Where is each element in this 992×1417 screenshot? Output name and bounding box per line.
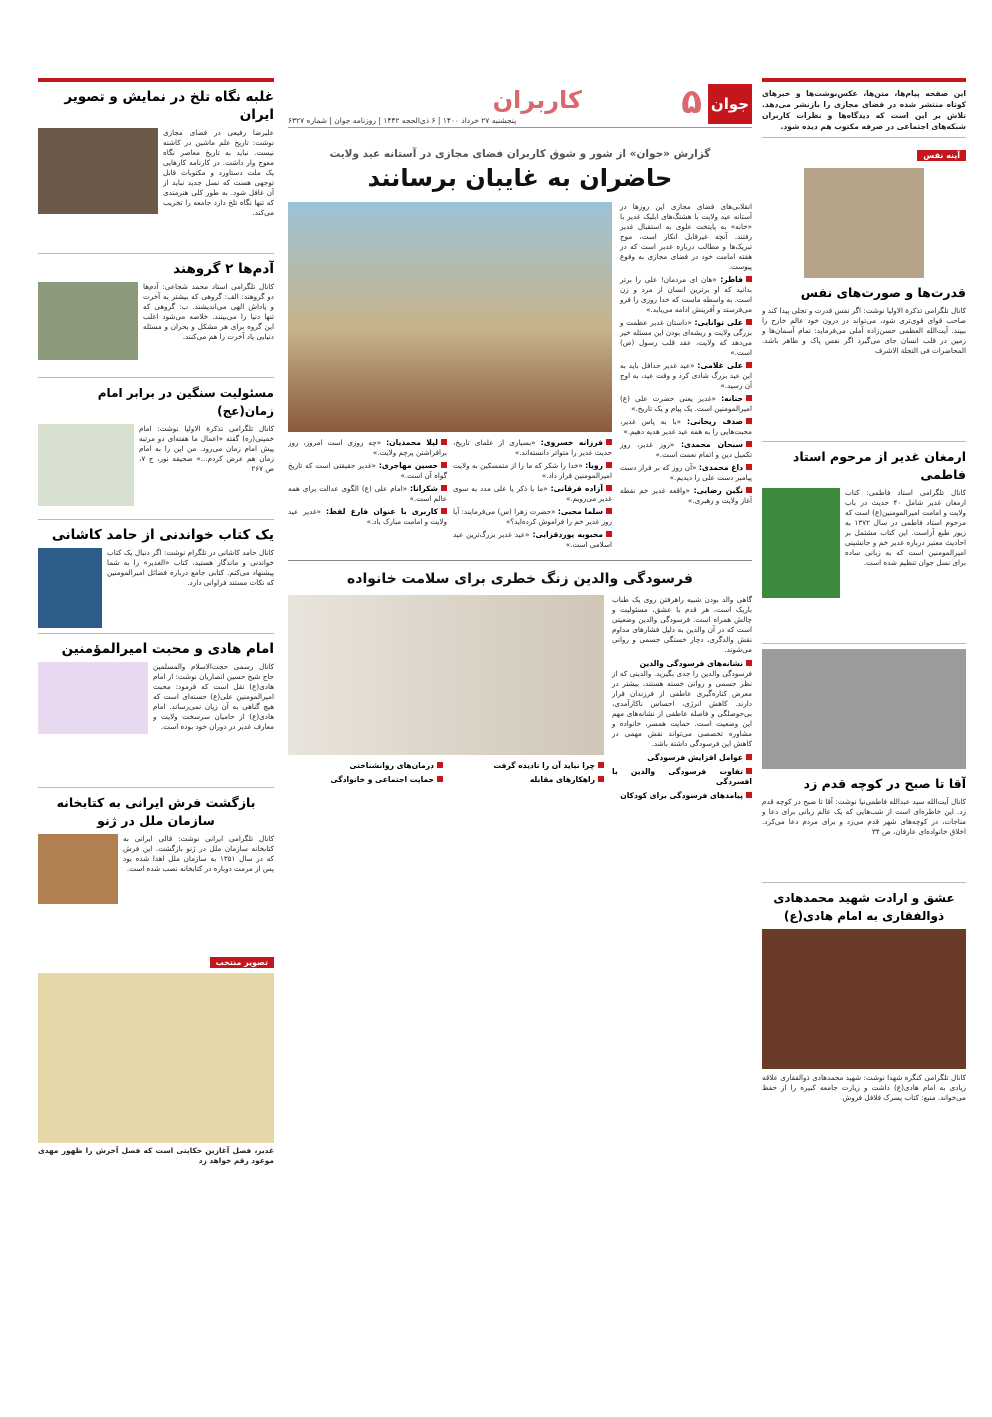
main-story-right xyxy=(288,202,612,550)
ghadir-painting-photo xyxy=(288,202,612,432)
sub-heading: حمایت اجتماعی و خانوادگی xyxy=(330,775,434,784)
cinema-photo xyxy=(38,128,158,214)
main-story-lead-col xyxy=(620,202,752,550)
story-title: قدرت‌ها و صورت‌های نفس xyxy=(800,285,966,300)
masthead-rule xyxy=(288,127,752,128)
book-cover-photo xyxy=(38,548,102,628)
quote-text: «حضرت زهرا (س) می‌فرمایند: آیا روز غدیر خم را فراموش کرده‌اید؟» xyxy=(453,507,612,526)
quote-author: علی غلامی: xyxy=(697,361,743,370)
divider xyxy=(38,787,274,788)
quote-text: «غدیر یعنی حضرت علی (ع) امیرالمومنین است. یک پیام و یک تاریخ.» xyxy=(620,394,752,413)
newspaper-logo: جوان xyxy=(708,84,752,124)
story-title: آقا تا صبح در کوچه قدم زد xyxy=(803,776,966,791)
story-text: کانال رسمی حجت‌الاسلام والمسلمین حاج شیخ حسین انصاریان نوشت: از امام هادی(ع) نقل است که فرمود: محبت امیرالمومنین علی(ع) حسنه‌ای است که هیچ گناهی به آن زیان نمی‌رساند. امام هادی(ع) از حامیان سرسخت ولایت و معارف غدیر در دوران خود بوده است. xyxy=(153,662,274,731)
second-story xyxy=(288,595,752,801)
quote-text: «غدیر حقیقتی است که تاریخ گواه آن است.» xyxy=(288,461,447,480)
sub-heading: راهکارهای مقابله xyxy=(529,775,595,784)
quote-text: «با به پاس غدیر، محبت‌هایی را به همه عید غدیر هدیه دهیم.» xyxy=(620,417,752,436)
quote-author: صدف ریحانی: xyxy=(687,417,744,426)
quote-author: داغ محمدی: xyxy=(698,463,743,472)
parent-child-photo xyxy=(288,595,604,755)
story-text: کانال تلگرامی ایرانی نوشت: قالی ایرانی به کتابخانه سازمان ملل در ژنو بازگشت. این فرش که در سال ۱۳۵۱ به سازمان ملل اهدا شده بود پس از مرمت دوباره در کتابخانه نصب شده است. xyxy=(123,834,274,873)
sub-heading: پیامدهای فرسودگی برای کودکان xyxy=(620,791,743,800)
second-body: فرسودگی والدین را جدی بگیرید. والدینی که از نظر جسمی و روانی خسته هستند، بیشتر در معرض کناره‌گیری عاطفی از فرزندان قرار دارند. کاهش انرژی، احساس ناکارآمدی، بی‌حوصلگی و فاصله عاطفی از نشانه‌های مهم این وضعیت است. حمایت همسر، خانواده و مشاوره تخصصی می‌تواند نقش مهمی در کاهش این فرسودگی داشته باشد. xyxy=(612,669,752,748)
sub-heading: عوامل افزایش فرسودگی xyxy=(647,753,743,762)
quote-text: «غدیر عید ولایت و امامت مبارک باد.» xyxy=(288,507,447,526)
quote-author: نگین رضایی: xyxy=(693,486,743,495)
cleric-portrait-photo xyxy=(804,168,924,278)
quote-text: «روز غدیر، روز تکمیل دین و اتمام نعمت است.» xyxy=(620,440,752,459)
divider xyxy=(762,882,966,883)
quote-author: سبحان محمدی: xyxy=(680,440,743,449)
story-text: کانال تلگرامی تذکرة الاولیا نوشت: امام خمینی(ره) گفته «اعمال ما هفته‌ای دو مرتبه پیش امام زمان می‌رود. من این را به امام زمان هم عرض کردم...» صحیفه نور، ج ۷، ص ۲۶۷ xyxy=(139,424,274,473)
section-tag: آینه نفس xyxy=(917,150,966,161)
main-lead: انقلابی‌های فضای مجازی این روزها در آستانه عید ولایت با هشتگ‌های ابلیک غدیر با «خانه» به پایتخت علوی به استقبال غدیر رفتند. آنچه غیرقابل انکار است، موج تبریک‌ها و مطالب درباره غدیر است که در هفته امامت خود در فضای مجازی به وقوع پیوست. xyxy=(620,202,752,271)
quote-author: حنانه: xyxy=(721,394,743,403)
main-headline: حاضران به غایبان برسانند xyxy=(367,164,673,192)
cartoon-tag: تصویر منتخب xyxy=(210,957,274,968)
story-title: مسئولیت سنگین در برابر امام زمان(عج) xyxy=(97,386,274,418)
story-title: عشق و ارادت شهید محمدهادی ذوالفقاری به امام هادی(ع) xyxy=(773,891,955,923)
quote-text: «داستان غدیر عظمت و بزرگی ولایت و ریشه‌ای بودن این مسئله خیر می‌دهد که ولایت، عقد قلب رسول (ص) است.» xyxy=(620,318,752,357)
story-row xyxy=(762,488,966,638)
story-title: یک کتاب خواندنی از حامد کاشانی xyxy=(51,527,274,543)
story-title: ارمغان غدیر از مرحوم استاد فاطمی xyxy=(792,449,966,482)
calligraphy-image xyxy=(38,662,148,734)
carpet-photo xyxy=(38,834,118,904)
left-column xyxy=(38,78,274,1397)
quote-author: حسین مهاجری: xyxy=(378,461,438,470)
quote-text: «امام علی (ع) الگوی عدالت برای همه عالم است.» xyxy=(288,484,447,503)
story-text: کانال حامد کاشانی در تلگرام نوشت: اگر دنبال یک کتاب خواندنی و ماندگار هستید، کتاب «الغدیر» را به شما پیشنهاد می‌کنم. کتابی جامع درباره فضائل امیرالمومنین که نکات مستند فراوانی دارد. xyxy=(107,548,274,587)
portrait-photo xyxy=(38,282,138,360)
veiled-woman-photo xyxy=(38,424,134,506)
divider xyxy=(288,560,752,561)
book-cover-photo xyxy=(762,488,840,598)
quote-author: محبوبه یوردقزایی: xyxy=(532,530,603,539)
sub-heading: چرا نباید آن را نادیده گرفت xyxy=(493,761,595,770)
story-text: کانال آیت‌الله سید عبدالله فاطمی‌نیا نوشت: آقا تا صبح در کوچه قدم زد. این خاطره‌ای است از شب‌هایی که یک عالم ربانی برای دعا و مناجات، در کوچه‌های شهر قدم می‌زد و برای مردم دعا می‌کرد. اخلاق خانواده‌ای عارفان، ص ۳۴ xyxy=(762,797,966,836)
divider xyxy=(38,633,274,634)
story-title: بازگشت فرش ایرانی به کتابخانه سازمان ملل در ژنو xyxy=(56,795,256,828)
quote-author: آزاده فرقانی: xyxy=(550,484,603,493)
main-story-top xyxy=(288,202,752,550)
story-text: کانال تلگرامی کنگره شهدا نوشت: شهید محمدهادی ذوالفقاری علاقه زیادی به امام هادی(ع) داشت و زیارت جامعه کبیره را از حفظ می‌خواند. منبع: کتاب پسرک فلافل فروش xyxy=(762,1073,966,1102)
sub-heading: درمان‌های روانشناختی xyxy=(349,761,434,770)
page-intro: این صفحه پیام‌ها، متن‌ها، عکس‌نوشت‌ها و خبرهای کوتاه منتشر شده در فضای مجازی را بازنشر می‌دهد. تلاش بر این است که دیدگاه‌ها و نظرات کاربران شبکه‌های اجتماعی در صرفه مکتوب هم دیده شود. xyxy=(762,89,966,131)
column-top-rule xyxy=(38,78,274,82)
sub-heading: تفاوت فرسودگی والدین با افسردگی xyxy=(612,767,752,786)
quote-author: علی توانایی: xyxy=(694,318,743,327)
quote-text: «چه روزی است امروز، روز برافراشتن پرچم ولایت.» xyxy=(288,438,447,457)
quote-text: «بسیاری از علمای تاریخ، حدیث غدیر را متواتر دانسته‌اند.» xyxy=(453,438,612,457)
quote-text: «عید غدیر حداقل باید به این عید بزرگ شادی کرد و وقت عید، به اوج آن رسید.» xyxy=(620,361,752,390)
sub-heading: نشانه‌های فرسودگی والدین xyxy=(639,659,743,668)
divider xyxy=(38,519,274,520)
page-number: ۵ xyxy=(681,82,702,122)
quote-author: رویا: xyxy=(585,461,603,470)
quote-author: لیلا محمدیان: xyxy=(386,438,438,447)
story-text: کانال تلگرامی استاد فاطمی: کتاب ارمغان غدیر شامل ۴۰ حدیث در باب ولایت و امامت امیرالمومنین(ع) است که مرحوم استاد فاطمی در سال ۱۳۷۲ به زیور طبع آراست. این کتاب مشتمل بر احادیث معتبر درباره غدیر خم و جانشینی امیرالمومنین است که به زبانی ساده برای نسل جوان تنظیم شده است. xyxy=(845,488,966,567)
masthead xyxy=(288,80,752,128)
quote-text: «آن روز که بر فراز دست پیامبر دست علی را دیدیم.» xyxy=(620,463,752,482)
quote-author: کاربری با عنوان فارغ لفظ: xyxy=(326,507,439,516)
quote-text: «واقعه غدیر خم نقطه آغاز ولایت و رهبری.» xyxy=(620,486,752,505)
quote-author: شکرانا: xyxy=(410,484,438,493)
quote-text: «عید غدیر بزرگ‌ترین عید اسلامی است.» xyxy=(453,530,612,549)
middle-column xyxy=(288,130,752,1397)
second-intro: گاهی والد بودن شبیه راهرفتن روی یک طناب باریک است، هر قدم با عشق، مسئولیت و چالش همراه است. فرسودگی والدین وضعیتی است که در آن والدین به دلیل فشارهای مداوم نقش والدگری، دچار خستگی جسمی و روانی می‌شوند. xyxy=(612,595,752,654)
cleric-old-photo xyxy=(762,649,966,769)
divider xyxy=(38,377,274,378)
story-text: علیرضا رفیعی در فضای مجازی نوشت: تاریخ علم ماشین در کاشنه نیست. نباید به تاریخ معاصر نگاه معوج وار داشت. در کارنامه کارهایی یک ملت دستاورد و مکتوبات قابل توجهی هست که نسل جدید نباید از آن غافل شود. به طور کلی هنرمندی که تنها نگاه تلخ دارد جامعه را تخریب می‌کند. xyxy=(163,128,274,217)
divider xyxy=(38,253,274,254)
story-title: غلبه نگاه تلخ در نمایش و تصویر ایران xyxy=(64,89,274,123)
quote-text: «ما با ذکر یا علی مدد به سوی غدیر می‌رویم.» xyxy=(453,484,612,503)
story-text: کانال تلگرامی تذکرة الاولیا نوشت: اگر نفس قدرت و تجلی پیدا کند و صاحب قوای قوی‌تری شود، می‌تواند در درون خود عالم خارج را ببیند. آیت‌الله العظمی حسن‌زاده آملی می‌فرماید: تمام آسمان‌ها و زمین در قلب انسان جای می‌گیرد اگر نفس پاک و طاهر باشد. المحاضرات فی التجلة الاشرف xyxy=(762,306,966,355)
right-column xyxy=(762,78,966,1397)
section-title: کاربران xyxy=(492,86,582,114)
divider xyxy=(762,441,966,442)
dateline: پنجشنبه ۲۷ خرداد ۱۴۰۰ | ۶ ذی‌الحجه ۱۴۴۲ | روزنامه جوان | شماره ۶۳۲۷ xyxy=(288,116,517,125)
divider xyxy=(762,643,966,644)
ghadir-cartoon-image xyxy=(38,973,274,1143)
divider xyxy=(762,137,966,138)
story-title: امام هادی و محبت امیرالمؤمنین xyxy=(61,641,274,657)
story-text: کانال تلگرامی استاد محمد شجاعی: آدم‌ها دو گروهند: الف: گروهی که بیشتر به آخرت و پاداش الهی می‌اندیشند. ب: گروهی که تنها دنیا را می‌بینند. خلاصه می‌شود اغلب این گروه برای هر مشکل و بحران و مسئله دنیایی یاد آخرت را هم می‌کنند. xyxy=(143,282,274,341)
cartoon-caption: غدیر، فصل آغازین حکایتی است که فصل آخرش را ظهور مهدی موعود رقم خواهد زد xyxy=(38,1146,274,1165)
quote-text: «هان ای مردمان! علی را برتر بدانید که او برترین انسان از مرد و زن است. به واسطه ماست که خدا روزی را فرو می‌فرستد و آفرینش ادامه می‌یابد.» xyxy=(620,275,752,314)
main-kicker: گزارش «جوان» از شور و شوق کاربران فضای مجازی در آستانه عید ولایت xyxy=(329,148,711,160)
story-title: آدم‌ها ۲ گروهند xyxy=(173,261,274,277)
second-headline: فرسودگی والدین زنگ خطری برای سلامت خانواده xyxy=(347,571,693,587)
prayer-beads-photo xyxy=(762,929,966,1069)
quote-author: سلما محبی: xyxy=(557,507,603,516)
column-top-rule xyxy=(762,78,966,82)
quote-text: «خدا را شکر که ما را از متمسکین به ولایت امیرالمومنین قرار داد.» xyxy=(453,461,612,480)
quote-author: فرزانه خسروی: xyxy=(540,438,603,447)
quote-author: فاطر: xyxy=(720,275,743,284)
quotes-grid xyxy=(288,438,612,550)
